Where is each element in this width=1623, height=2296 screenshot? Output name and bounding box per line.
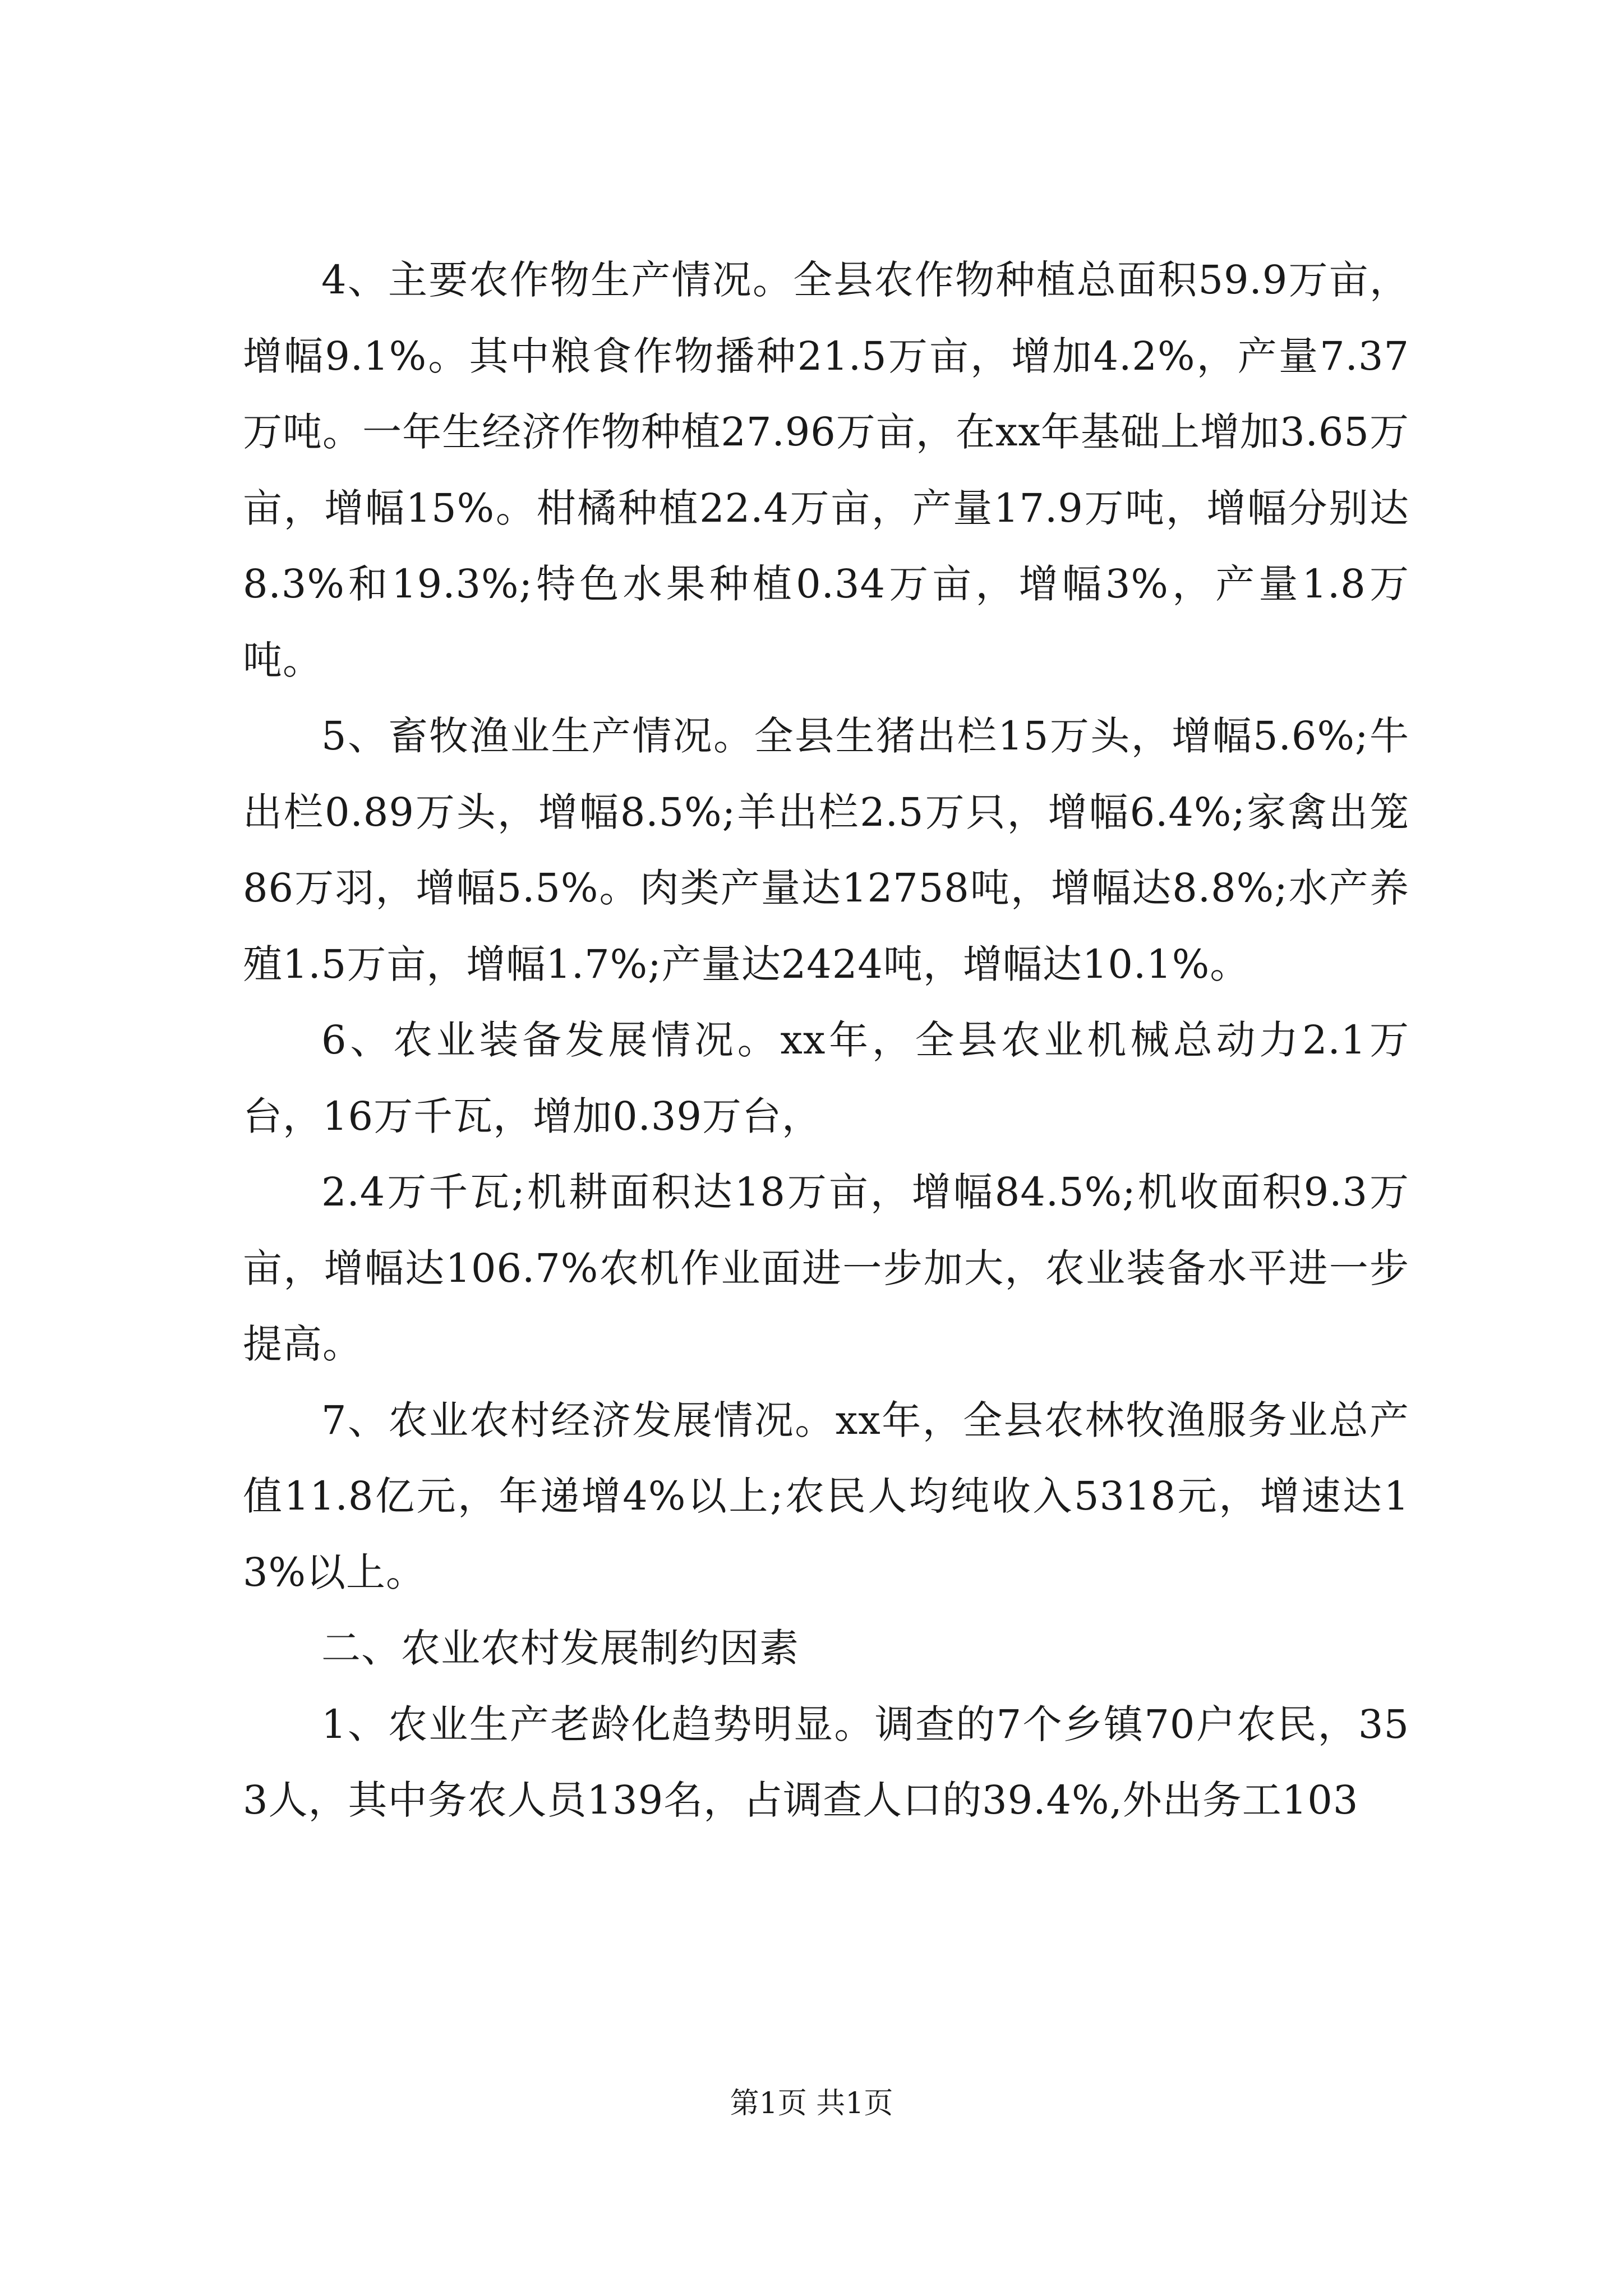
paragraph-agri-equipment: 6、农业装备发展情况。xx年，全县农业机械总动力2.1万台，16万千瓦，增加0.39万台， (243, 1017, 1409, 1139)
paragraph-livestock-fishery: 5、畜牧渔业生产情况。全县生猪出栏15万头，增幅5.6%;牛出栏0.89万头，增幅8.5%;羊出栏2.5万只，增幅6.4%;家禽出笼86万羽，增幅5.5%。肉类产量达12758吨，增幅达8.8%;水产养殖1.5万亩，增幅1.7%;产量达2424吨，增幅达10.1%。 (243, 713, 1409, 987)
paragraph-crop-production: 4、主要农作物生产情况。全县农作物种植总面积59.9万亩，增幅9.1%。其中粮食作物播种21.5万亩，增加4.2%，产量7.37万吨。一年生经济作物种植27.96万亩，在xx年基础上增加3.65万亩，增幅15%。柑橘种植22.4万亩，产量17.9万吨，增幅分别达8.3%和19.3%;特色水果种植0.34万亩，增幅3%，产量1.8万吨。 (243, 257, 1409, 683)
section-heading-constraints: 二、农业农村发展制约因素 (321, 1625, 799, 1671)
paragraph-agri-equipment-cont: 2.4万千瓦;机耕面积达18万亩，增幅84.5%;机收面积9.3万亩，增幅达106.7%农机作业面进一步加大，农业装备水平进一步提高。 (243, 1169, 1409, 1367)
page-footer: 第1页 共1页 (730, 2087, 893, 2120)
document-body (243, 242, 1409, 1839)
paragraph-rural-economy: 7、农业农村经济发展情况。xx年，全县农林牧渔服务业总产值11.8亿元，年递增4%以上;农民人均纯收入5318元，增速达13%以上。 (243, 1397, 1409, 1595)
paragraph-aging-trend: 1、农业生产老龄化趋势明显。调查的7个乡镇70户农民，353人，其中务农人员139名，占调查人口的39.4%,外出务工103 (243, 1701, 1409, 1823)
